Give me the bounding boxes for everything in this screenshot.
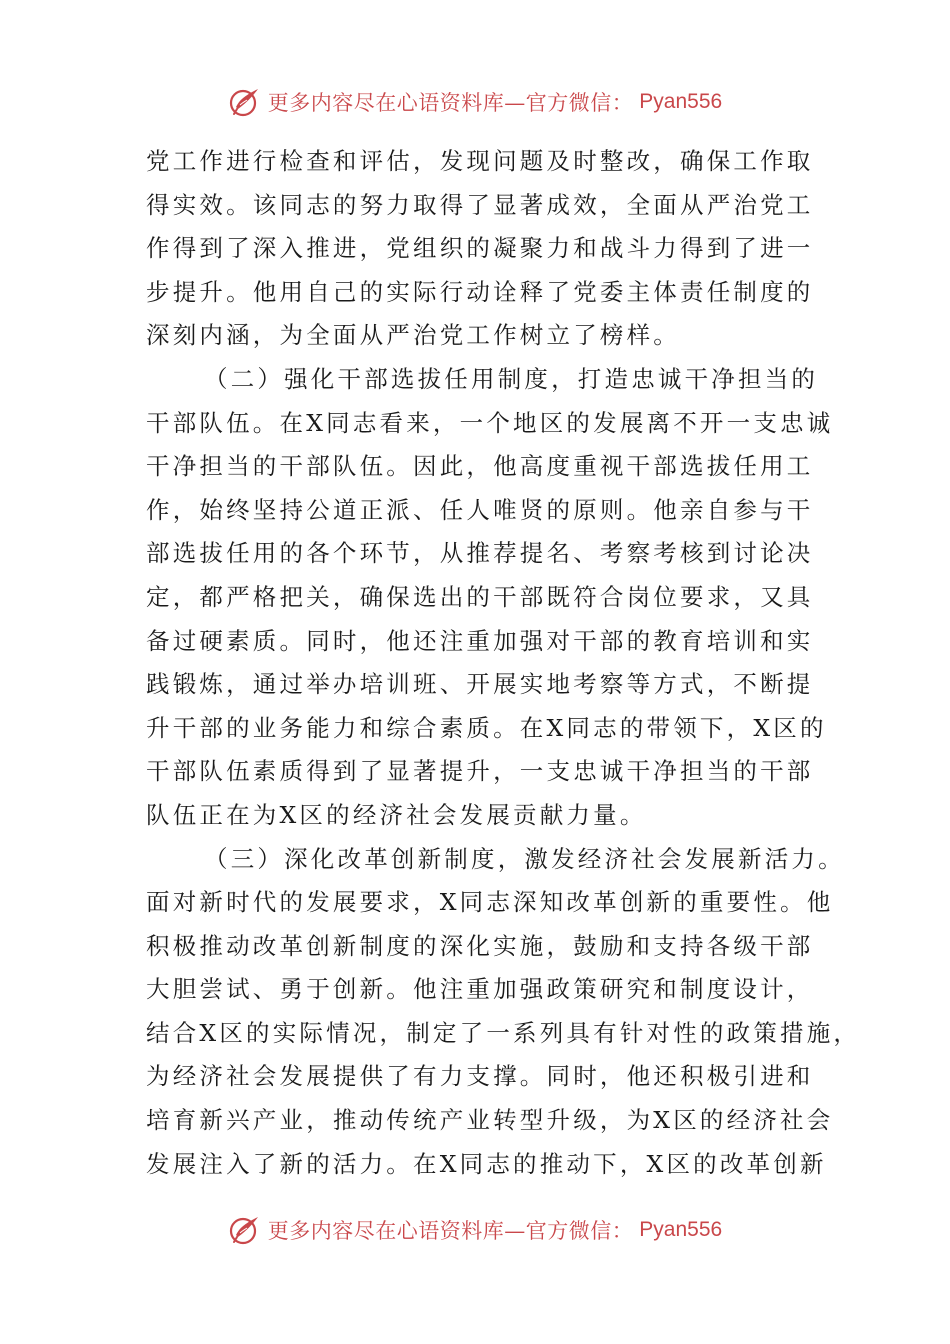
text-line: 践锻炼，通过举办培训班、开展实地考察等方式，不断提: [146, 670, 814, 699]
paragraph: [146, 140, 814, 358]
text-line: （二）强化干部选拔任用制度，打造忠诚干净担当的: [204, 364, 819, 393]
watermark-text: 更多内容尽在心语资料库—官方微信：: [267, 1219, 634, 1243]
text-line: 队伍正在为X区的经济社会发展贡献力量。: [146, 800, 647, 829]
text-line: 发展注入了新的活力。在X同志的推动下，X区的改革创新: [146, 1149, 827, 1178]
text-line: 定，都严格把关，确保选出的干部既符合岗位要求，又具: [146, 582, 814, 611]
text-line: 积极推动改革创新制度的深化实施，鼓励和支持各级干部: [146, 931, 814, 960]
text-line: 党工作进行检查和评估，发现问题及时整改，确保工作取: [146, 147, 814, 175]
footer-watermark: [0, 1210, 950, 1250]
text-line: 得实效。该同志的努力取得了显著成效，全面从严治党工: [146, 190, 814, 219]
text-line: 干部队伍素质得到了显著提升，一支忠诚干净担当的干部: [146, 757, 814, 786]
text-line: 深刻内涵，为全面从严治党工作树立了榜样。: [146, 321, 680, 350]
text-line: 干净担当的干部队伍。因此，他高度重视干部选拔任用工: [146, 452, 814, 481]
header-watermark: [0, 82, 950, 122]
pen-logo-icon: [228, 85, 262, 119]
text-line: 面对新时代的发展要求，X同志深知改革创新的重要性。他: [146, 888, 834, 917]
watermark-handle: Pyan556: [639, 1218, 723, 1241]
text-line: 作，始终坚持公道正派、任人唯贤的原则。他亲自参与干: [146, 495, 814, 524]
text-line: 培育新兴产业，推动传统产业转型升级，为X区的经济社会: [146, 1106, 834, 1135]
text-line: 大胆尝试、勇于创新。他注重加强政策研究和制度设计，: [146, 975, 814, 1004]
text-line: 步提升。他用自己的实际行动诠释了党委主体责任制度的: [146, 277, 814, 306]
watermark-text: 更多内容尽在心语资料库—官方微信：: [267, 91, 634, 115]
text-line: 备过硬素质。同时，他还注重加强对干部的教育培训和实: [146, 626, 814, 655]
pen-logo-icon: [228, 1213, 262, 1247]
text-line: 升干部的业务能力和综合素质。在X同志的带领下，X区的: [146, 713, 827, 742]
text-line: 作得到了深入推进，党组织的凝聚力和战斗力得到了进一: [146, 234, 814, 263]
paragraph: [146, 838, 861, 1187]
document-body: [146, 140, 861, 1186]
text-line: 为经济社会发展提供了有力支撑。同时，他还积极引进和: [146, 1062, 814, 1091]
text-line: 部选拔任用的各个环节，从推荐提名、考察考核到讨论决: [146, 539, 814, 568]
text-line: 干部队伍。在X同志看来，一个地区的发展离不开一支忠诚: [146, 408, 834, 437]
text-line: 结合X区的实际情况，制定了一系列具有针对性的政策措施，: [146, 1018, 861, 1047]
text-line: （三）深化改革创新制度，激发经济社会发展新活力。: [204, 844, 845, 873]
paragraph: [146, 358, 834, 838]
watermark-handle: Pyan556: [639, 90, 723, 113]
